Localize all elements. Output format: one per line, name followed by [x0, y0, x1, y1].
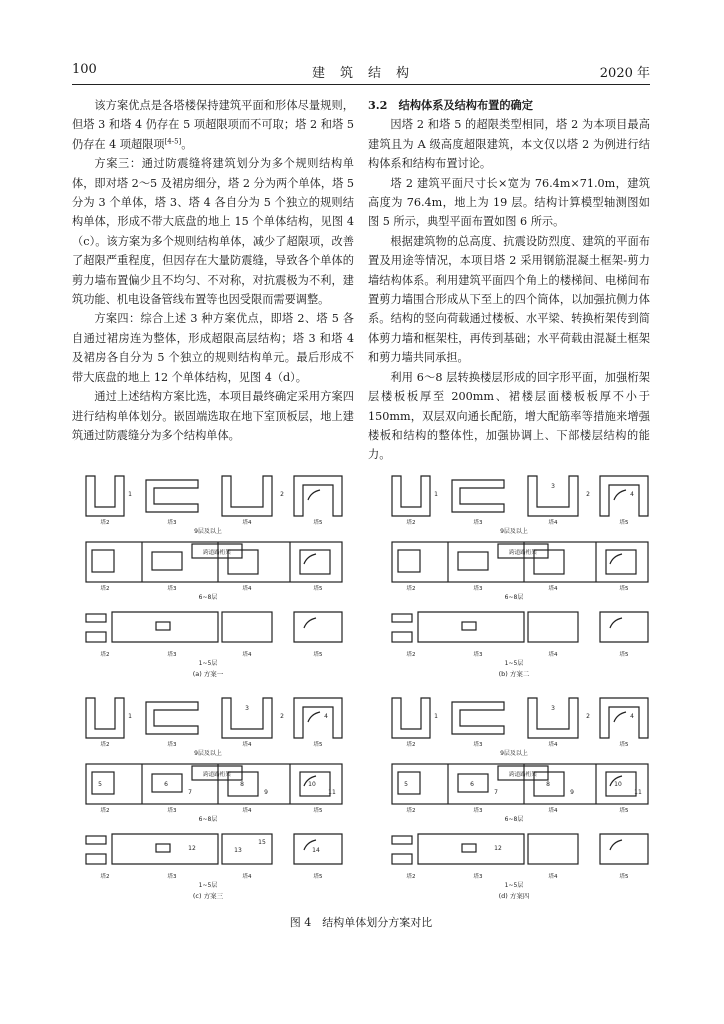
podium-block: [392, 836, 412, 844]
tower-label: 塔2: [100, 874, 110, 880]
citation: [4-5]: [164, 137, 182, 146]
tower-5-shape: [294, 476, 342, 516]
podium-block: [392, 854, 412, 864]
page-number: 100: [72, 62, 97, 77]
unit-number: 5: [98, 781, 102, 788]
body-paragraph: [72, 96, 354, 154]
tower-label: 塔4: [242, 586, 252, 592]
paragraph-text: 3.2 结构体系及结构布置的确定: [368, 98, 533, 112]
transfer-floor-outline: [392, 764, 648, 804]
transfer-floor-outline: [392, 542, 648, 582]
tower-3-shape: [146, 702, 198, 734]
tower-5-shape: [600, 476, 648, 516]
paragraph-text: 方案四：综合上述 3 种方案优点，即塔 2、塔 5 各自通过裙房连为整体，形成超限高层结构；塔 3 和塔 4 及裙房各自分为 5 个独立的规则结构单元。最后形成不带大底盘的地上 12 个单体结构，见图 4（d）。: [72, 312, 354, 384]
tower-label: 塔5: [619, 808, 629, 814]
unit-number: 2: [586, 713, 590, 720]
section-heading: [368, 96, 650, 115]
paragraph-text: 利用 6～8 层转换楼层形成的回字形平面，加强桁架层楼板板厚至 200mm、裙楼层面楼板板厚不小于 150mm，双层双向通长配筋，增大配筋率等措施来增强楼板和结构的整体性，加强协调上、下部楼层结构的能力。: [368, 370, 650, 462]
level-label: 6~8层: [198, 594, 218, 601]
transfer-floor-outline: [86, 764, 342, 804]
tower-3-shape: [452, 480, 504, 512]
tower-label: 塔5: [619, 874, 629, 880]
paragraph-text: 方案三：通过防震缝将建筑划分为多个规则结构单体，即对塔 2～5 及裙房细分，塔 2 分为两个单体，塔 5 分为 3 个单体，塔 3、塔 4 各自分为 5 个独立的规则结构单体，形成不带大底盘的地上 15 个单体结构，见图 4（c）。该方案为多个规则结构单体，减少了超限项，改善了超限严重程度，但因存在大量防震缝，导致各个单体的剪力墙布置偏少且不均匀、不对称，对抗震极为不利，建筑功能、机电设备管线布置等也因受限而需要调整。: [72, 157, 354, 307]
podium-tower-5: [600, 834, 648, 864]
tower-label: 塔5: [313, 808, 323, 814]
paragraph-tail: 。: [181, 137, 193, 151]
podium-block: [86, 854, 106, 864]
unit-number: 7: [188, 789, 192, 796]
tower-4-shape: [528, 476, 578, 516]
core-curve: [308, 490, 320, 500]
unit-number: 1: [434, 713, 438, 720]
paragraph-text: 因塔 2 和塔 5 的超限类型相同，塔 2 为本项目最高建筑且为 A 级高度超限建筑，本文仅以塔 2 为例进行结构体系和结构布置讨论。: [368, 118, 650, 171]
tower-3-core: [458, 552, 488, 570]
paragraph-text: 该方案优点是各塔楼保持建筑平面和形体尽量规则，但塔 3 和塔 4 仍存在 5 项超限项而不可取；塔 2 和塔 5 仍存在 4 项超限项: [72, 99, 354, 151]
panel-caption: (c) 方案三: [192, 892, 224, 900]
core-curve: [610, 840, 622, 850]
podium-tower-4: [528, 834, 578, 864]
tower-2-core: [92, 772, 114, 794]
tower-label: 塔3: [473, 586, 483, 592]
unit-number: 11: [634, 789, 642, 796]
body-paragraph: [72, 309, 354, 387]
header-rule: [72, 84, 650, 85]
unit-number: 1: [128, 713, 132, 720]
tower-4-shape: [222, 476, 272, 516]
panel-caption: (b) 方案二: [498, 670, 530, 678]
tower-label: 塔3: [167, 520, 177, 526]
unit-number: 6: [470, 781, 474, 788]
core-curve: [308, 712, 320, 722]
podium-core: [462, 622, 476, 630]
tower-label: 塔4: [548, 742, 558, 748]
unit-number: 8: [546, 781, 550, 788]
podium-tower-4: [222, 612, 272, 642]
level-label: 6~8层: [504, 594, 524, 601]
podium-block: [86, 614, 106, 622]
tower-label: 塔2: [406, 808, 416, 814]
tower-4-shape: [222, 698, 272, 738]
tower-label: 塔3: [167, 652, 177, 658]
podium-block: [392, 632, 412, 642]
unit-number: 2: [586, 491, 590, 498]
page-header: [72, 62, 650, 82]
scheme-panel-2: [392, 476, 648, 678]
unit-number: 1: [434, 491, 438, 498]
body-paragraph: [368, 174, 650, 232]
panel-caption: (a) 方案一: [192, 670, 224, 678]
level-label: 9层及以上: [500, 750, 528, 757]
panel-caption: (d) 方案四: [498, 892, 530, 900]
unit-number: 12: [494, 845, 502, 852]
podium-tower-5: [600, 612, 648, 642]
tower-label: 塔5: [619, 652, 629, 658]
paragraph-text: 根据建筑物的总高度、抗震设防烈度、建筑的平面布置及用途等情况，本项目塔 2 采用钢筋混凝土框架-剪力墙结构体系。利用建筑平面四个角上的楼梯间、电梯间布置剪力墙围合形成从下至上的四个筒体，以加强抗侧力体系。结构的竖向荷载通过楼板、水平梁、转换桁架传到简体剪力墙和框架柱，再传到基础；水平荷载由混凝土框架和剪力墙共同承担。: [368, 234, 650, 365]
unit-number: 10: [308, 781, 316, 788]
paragraph-text: 塔 2 建筑平面尺寸长×宽为 76.4m×71.0m，建筑高度为 76.4m，地上为 19 层。结构计算模型轴测图如图 5 所示，典型平面布置如图 6 所示。: [368, 176, 650, 229]
tower-3-shape: [146, 480, 198, 512]
tower-4-core: [228, 550, 258, 574]
podium-core: [462, 844, 476, 852]
unit-number: 9: [570, 789, 574, 796]
tower-4-core: [534, 550, 564, 574]
transfer-floor-outline: [86, 542, 342, 582]
unit-number: 6: [164, 781, 168, 788]
level-label: 9层及以上: [194, 528, 222, 535]
tower-2-shape: [392, 476, 430, 516]
truss-label: 跨道路桁架: [203, 772, 231, 778]
unit-number: 3: [245, 705, 249, 712]
core-curve: [614, 712, 626, 722]
tower-label: 塔2: [406, 742, 416, 748]
level-label: 6~8层: [504, 816, 524, 823]
unit-number: 12: [188, 845, 196, 852]
truss-label: 跨道路桁架: [509, 772, 537, 778]
scheme-panel-3: [86, 698, 342, 900]
level-label: 1~5层: [504, 882, 524, 889]
scheme-panel-4: [392, 698, 648, 900]
journal-title: 建 筑 结 构: [312, 66, 411, 81]
tower-label: 塔2: [100, 520, 110, 526]
unit-number: 1: [128, 491, 132, 498]
tower-label: 塔4: [548, 808, 558, 814]
level-label: 1~5层: [504, 660, 524, 667]
podium-block: [392, 614, 412, 622]
level-label: 1~5层: [198, 882, 218, 889]
podium-core: [156, 844, 170, 852]
tower-label: 塔3: [167, 808, 177, 814]
tower-2-core: [92, 550, 114, 572]
podium-tower-2-3: [418, 612, 524, 642]
unit-number: 2: [280, 713, 284, 720]
unit-number: 3: [551, 705, 555, 712]
figure-4: [72, 468, 650, 908]
tower-label: 塔5: [619, 520, 629, 526]
unit-number: 13: [234, 847, 242, 854]
tower-label: 塔4: [548, 520, 558, 526]
tower-5-shape: [294, 698, 342, 738]
tower-label: 塔2: [406, 652, 416, 658]
unit-number: 4: [630, 491, 634, 498]
tower-label: 塔4: [548, 586, 558, 592]
tower-label: 塔4: [548, 652, 558, 658]
tower-label: 塔3: [167, 742, 177, 748]
unit-number: 4: [324, 713, 328, 720]
tower-label: 塔4: [242, 652, 252, 658]
tower-label: 塔5: [313, 520, 323, 526]
tower-label: 塔3: [473, 520, 483, 526]
tower-2-shape: [392, 698, 430, 738]
tower-2-shape: [86, 698, 124, 738]
level-label: 9层及以上: [500, 528, 528, 535]
figure-caption: 图 4 结构单体划分方案对比: [289, 916, 433, 929]
core-curve: [304, 618, 316, 628]
tower-label: 塔5: [313, 874, 323, 880]
tower-label: 塔5: [619, 742, 629, 748]
unit-number: 8: [240, 781, 244, 788]
tower-4-shape: [528, 698, 578, 738]
tower-label: 塔2: [100, 808, 110, 814]
body-paragraph: [368, 368, 650, 465]
tower-label: 塔3: [473, 808, 483, 814]
tower-3-shape: [452, 702, 504, 734]
year-label: 2020 年: [599, 66, 650, 81]
tower-2-shape: [86, 476, 124, 516]
tower-label: 塔2: [406, 874, 416, 880]
tower-label: 塔4: [548, 874, 558, 880]
podium-tower-2-3: [418, 834, 524, 864]
tower-label: 塔3: [167, 874, 177, 880]
truss-label: 跨道路桁架: [509, 550, 537, 556]
tower-label: 塔3: [473, 652, 483, 658]
paragraph-text: 通过上述结构方案比选，本项目最终确定采用方案四进行结构单体划分。嵌固端选取在地下室顶板层，地上建筑通过防震缝分为多个结构单体。: [72, 390, 354, 442]
tower-label: 塔4: [242, 874, 252, 880]
tower-label: 塔2: [100, 742, 110, 748]
tower-label: 塔5: [313, 586, 323, 592]
tower-label: 塔3: [167, 586, 177, 592]
tower-label: 塔5: [313, 652, 323, 658]
right-column: [368, 96, 650, 465]
podium-block: [86, 836, 106, 844]
tower-2-core: [398, 772, 420, 794]
podium-core: [156, 622, 170, 630]
body-paragraph: [368, 115, 650, 173]
truss-label: 跨道路桁架: [203, 550, 231, 556]
tower-label: 塔2: [100, 652, 110, 658]
unit-number: 7: [494, 789, 498, 796]
tower-label: 塔5: [619, 586, 629, 592]
core-curve: [610, 554, 622, 564]
podium-tower-2-3: [112, 612, 218, 642]
unit-number: 10: [614, 781, 622, 788]
tower-label: 塔2: [100, 586, 110, 592]
tower-label: 塔3: [473, 742, 483, 748]
tower-label: 塔3: [473, 874, 483, 880]
tower-3-core: [152, 552, 182, 570]
unit-number: 11: [328, 789, 336, 796]
unit-number: 15: [258, 839, 266, 846]
core-curve: [614, 490, 626, 500]
core-curve: [610, 618, 622, 628]
unit-number: 2: [280, 491, 284, 498]
body-paragraph: [72, 154, 354, 309]
left-column: [72, 96, 354, 445]
unit-number: 14: [312, 847, 320, 854]
unit-number: 4: [630, 713, 634, 720]
podium-tower-5: [294, 612, 342, 642]
tower-2-core: [398, 550, 420, 572]
body-paragraph: [368, 232, 650, 368]
scheme-panel-1: [86, 476, 342, 678]
podium-tower-2-3: [112, 834, 218, 864]
tower-label: 塔2: [406, 586, 416, 592]
unit-number: 3: [551, 483, 555, 490]
level-label: 1~5层: [198, 660, 218, 667]
tower-label: 塔5: [313, 742, 323, 748]
level-label: 9层及以上: [194, 750, 222, 757]
tower-5-shape: [600, 698, 648, 738]
level-label: 6~8层: [198, 816, 218, 823]
podium-tower-4: [528, 612, 578, 642]
unit-number: 9: [264, 789, 268, 796]
podium-block: [86, 632, 106, 642]
tower-label: 塔4: [242, 808, 252, 814]
unit-number: 5: [404, 781, 408, 788]
body-paragraph: [72, 387, 354, 445]
tower-label: 塔4: [242, 742, 252, 748]
core-curve: [304, 554, 316, 564]
figure-4-diagram: [72, 468, 650, 908]
tower-label: 塔4: [242, 520, 252, 526]
tower-label: 塔2: [406, 520, 416, 526]
